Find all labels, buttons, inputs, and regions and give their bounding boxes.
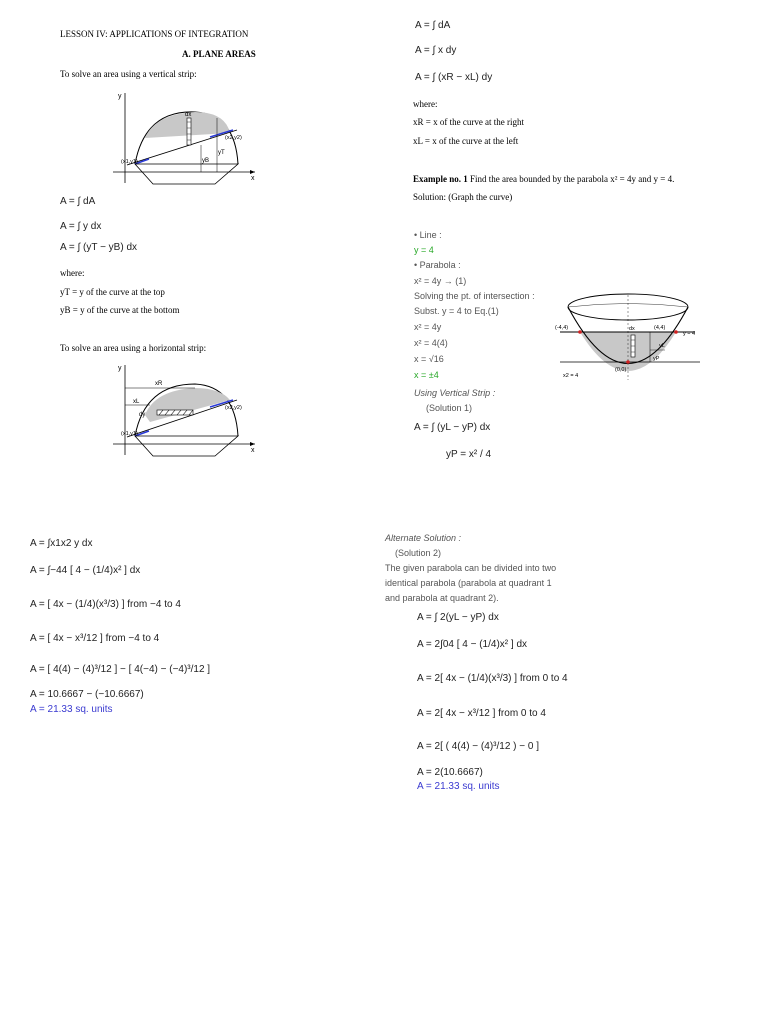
work-line-2: A = ∫−44 [ 4 − (1/4)x² ] dx	[30, 565, 141, 576]
horizontal-strip-diagram	[105, 360, 270, 465]
horizontal-formula-2: A = ∫ x dy	[415, 45, 457, 56]
answer-left: A = 21.33 sq. units	[30, 704, 113, 715]
yp-formula: yP = x² / 4	[446, 449, 492, 460]
example-line	[413, 174, 674, 184]
step-parabola-label: • Parabola :	[414, 260, 461, 270]
step-line-label: • Line :	[414, 230, 442, 240]
alt-line-2: A = 2∫04 [ 4 − (1/4)x² ] dx	[417, 639, 528, 650]
horizontal-strip-intro: To solve an area using a horizontal strip:	[60, 343, 207, 353]
vertical-formula-3: A = ∫ (yT − yB) dx	[60, 242, 138, 253]
y-axis-label-2: y	[118, 365, 122, 372]
xl-definition: xL = x of the curve at the left	[413, 136, 519, 146]
dx-label: dx	[185, 112, 192, 118]
solution2-desc-2: identical parabola (parabola at quadrant 1	[385, 578, 552, 588]
step-line-eq: y = 4	[414, 245, 434, 255]
step-parabola-eq: x² = 4y → (1)	[414, 276, 467, 286]
work-line-4: A = [ 4x − x³/12 ] from −4 to 4	[30, 633, 160, 644]
lesson-title: LESSON IV: APPLICATIONS OF INTEGRATION	[60, 29, 249, 39]
yt-label: yT	[218, 150, 225, 156]
vertical-strip-diagram	[105, 88, 270, 198]
alternate-solution-label: Alternate Solution :	[385, 533, 462, 543]
point2-label: (x2,y2)	[225, 135, 242, 141]
x-axis-label: x	[251, 175, 255, 182]
alt-line-5: A = 2[ ( 4(4) − (4)³/12 ) − 0 ]	[417, 741, 539, 752]
where-label-right: where:	[413, 99, 438, 109]
xr-definition: xR = x of the curve at the right	[413, 117, 525, 127]
dy-label: dy	[139, 412, 146, 418]
work-line-1: A = ∫x1x2 y dx	[30, 538, 93, 549]
alt-line-3: A = 2[ 4x − (1/4)(x³/3) ] from 0 to 4	[417, 673, 568, 684]
solution2-label: (Solution 2)	[395, 548, 442, 558]
parabola-origin: (0,0)	[615, 367, 627, 373]
work-line-5: A = [ 4(4) − (4)³/12 ] − [ 4(−4) − (−4)³/12 ]	[30, 664, 211, 675]
work-line-6: A = 10.6667 − (−10.6667)	[30, 689, 144, 700]
yb-definition: yB = y of the curve at the bottom	[60, 305, 180, 315]
y-axis-label: y	[118, 93, 122, 100]
solution2-desc-1: The given parabola can be divided into two	[385, 563, 557, 573]
section-title: A. PLANE AREAS	[182, 49, 256, 59]
parabola-yp-label: yP	[653, 356, 660, 362]
solution2-desc-3: and parabola at quadrant 2).	[385, 593, 499, 603]
parabola-left-point: (-4,4)	[555, 325, 569, 331]
vertical-formula-1: A = ∫ dA	[60, 196, 96, 207]
parabola-line-label: y = 4	[683, 331, 696, 337]
point1-label-2: (x1,y1)	[121, 431, 138, 437]
parabola-dx-label: dx	[629, 326, 635, 332]
xl-label: xL	[133, 399, 140, 405]
alt-line-1: A = ∫ 2(yL − yP) dx	[417, 612, 499, 623]
yt-definition: yT = y of the curve at the top	[60, 287, 165, 297]
step-intersection: Solving the pt. of intersection :	[414, 291, 535, 301]
work-line-3: A = [ 4x − (1/4)(x³/3) ] from −4 to 4	[30, 599, 181, 610]
solution1-label: (Solution 1)	[426, 403, 473, 413]
step-x2-4y: x² = 4y	[414, 322, 442, 332]
x-axis-label-2: x	[251, 447, 255, 454]
parabola-x2-label: x2 = 4	[563, 373, 579, 379]
solution-hint: Solution: (Graph the curve)	[413, 192, 513, 202]
step-x-pm4: x = ±4	[414, 370, 439, 380]
point1-label: (x1,y1)	[121, 159, 138, 165]
example-text: Find the area bounded by the parabola x² = 4y and y = 4.	[470, 174, 675, 184]
step-sqrt: x = √16	[414, 354, 444, 364]
example-label: Example no. 1	[413, 174, 468, 184]
vertical-formula-2: A = ∫ y dx	[60, 221, 102, 232]
step-x2-44: x² = 4(4)	[414, 338, 448, 348]
xr-label: xR	[155, 381, 163, 387]
yb-label: yB	[202, 158, 210, 164]
parabola-right-point: (4,4)	[654, 325, 666, 331]
using-vertical-strip: Using Vertical Strip :	[414, 388, 496, 398]
horizontal-formula-1: A = ∫ dA	[415, 20, 451, 31]
point2-label-2: (x2,y2)	[225, 405, 242, 411]
solution1-formula: A = ∫ (yL − yP) dx	[414, 422, 491, 433]
parabola-yl-label: yL	[659, 343, 665, 349]
step-subst: Subst. y = 4 to Eq.(1)	[414, 306, 499, 316]
vertical-strip-intro: To solve an area using a vertical strip:	[60, 69, 197, 79]
horizontal-formula-3: A = ∫ (xR − xL) dy	[415, 72, 493, 83]
alt-line-4: A = 2[ 4x − x³/12 ] from 0 to 4	[417, 708, 546, 719]
where-label-left: where:	[60, 268, 85, 278]
answer-right: A = 21.33 sq. units	[417, 781, 500, 792]
alt-line-6: A = 2(10.6667)	[417, 767, 483, 778]
parabola-diagram	[555, 290, 705, 380]
